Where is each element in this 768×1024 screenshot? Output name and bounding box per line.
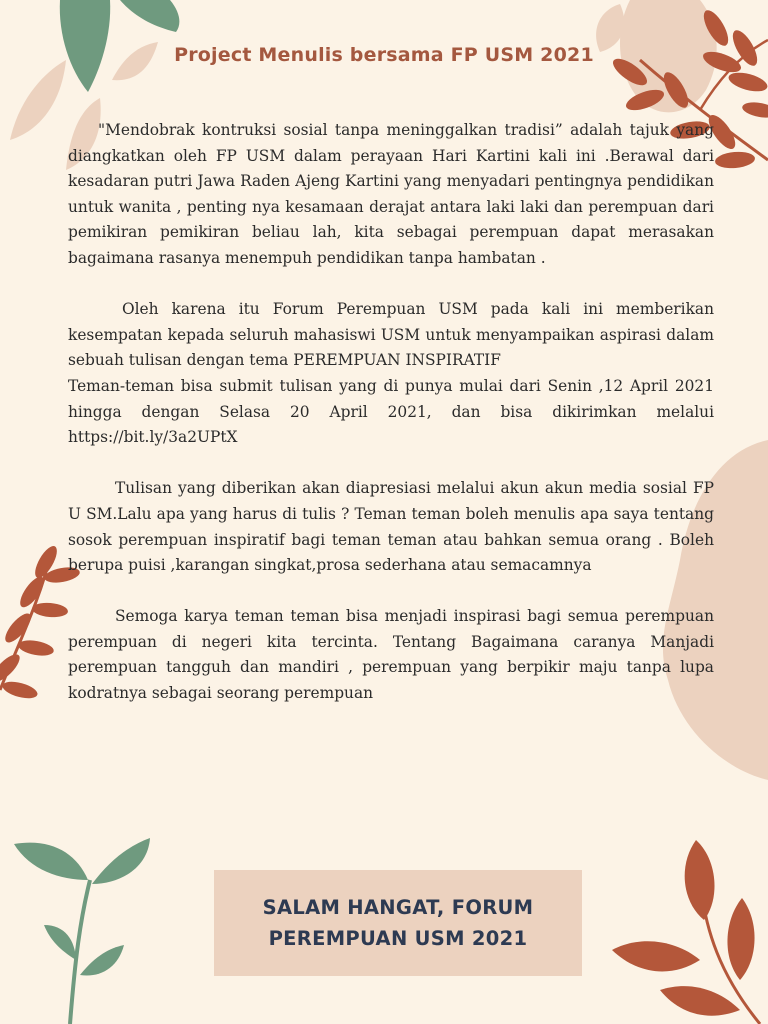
- document-body: [68, 118, 714, 707]
- closing-banner: [214, 870, 582, 976]
- paragraph-submission: Teman-teman bisa submit tulisan yang di punya mulai dari Senin ,12 April 2021 hingga dengan Selasa 20 April 2021, dan bisa dikirimkan melalui https://bit.ly/3a2UPtX: [68, 376, 714, 447]
- paragraph-hope: Semoga karya teman teman bisa menjadi inspirasi bagi semua perempuan perempuan di negeri kita tercinta. Tentang Bagaimana caranya Manjadi perempuan tangguh dan mandiri , perempuan yang berpikir maju tanpa lupa kodratnya sebagai seorang perempuan: [68, 607, 714, 703]
- document-title: Project Menulis bersama FP USM 2021: [174, 44, 594, 66]
- bottom-right-rust-plant-icon: [612, 840, 760, 1024]
- closing-line-1: SALAM HANGAT, FORUM: [262, 896, 534, 919]
- closing-line-2: PEREMPUAN USM 2021: [268, 927, 528, 950]
- paragraph-intro: "Mendobrak kontruksi sosial tanpa meninggalkan tradisi” adalah tajuk yang diangkatkan oleh FP USM dalam perayaan Hari Kartini kali ini .Berawal dari kesadaran putri Jawa Raden Ajeng Kartini yang menyadari pentingnya pendidikan untuk wanita , penting nya kesamaan derajat antara laki laki dan perempuan dari pemikiran pemikiran beliau lah, kita sebagai perempuan dapat merasakan bagaimana rasanya menempuh pendidikan tanpa hambatan .: [68, 121, 714, 267]
- bottom-left-sage-plant-icon: [14, 838, 150, 1024]
- paragraph-invitation: Oleh karena itu Forum Perempuan USM pada kali ini memberikan kesempatan kepada seluruh mahasiswi USM untuk menyampaikan aspirasi dalam sebuah tulisan dengan tema PEREMPUAN INSPIRATIF: [68, 300, 714, 370]
- paragraph-appreciation: Tulisan yang diberikan akan diapresiasi melalui akun akun media sosial FP U SM.Lalu apa yang harus di tulis ? Teman teman boleh menulis apa saya tentang sosok perempuan inspiratif bagi teman teman atau bahkan semua orang . Boleh berupa puisi ,karangan singkat,prosa sederhana atau semacamnya: [68, 479, 714, 575]
